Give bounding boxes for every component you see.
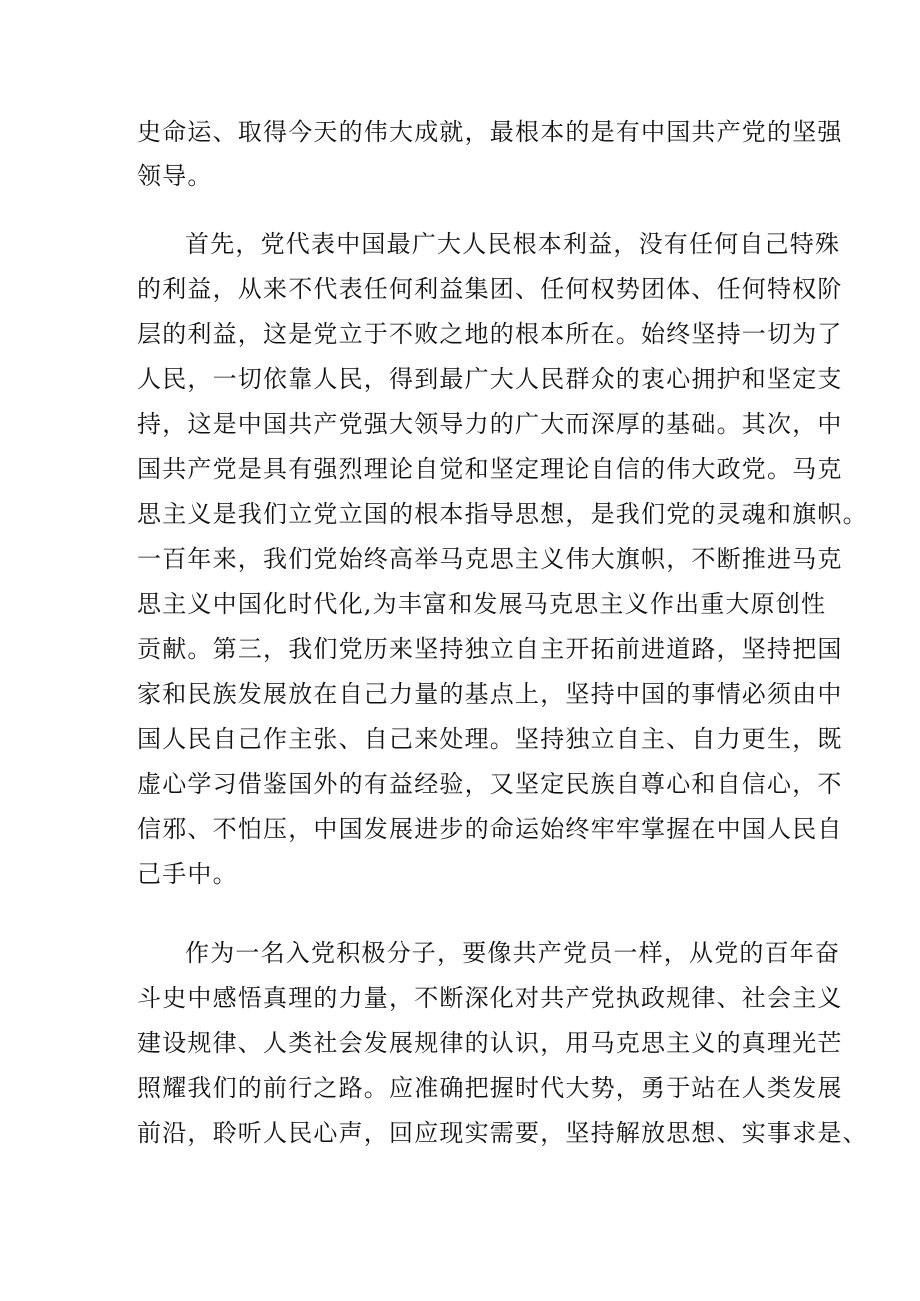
paragraph-2-line-14: 信邪、不怕压，中国发展进步的命运始终牢牢掌握在中国人民自 (137, 815, 843, 843)
paragraph-3-line-2: 斗史中感悟真理的力量，不断深化对共产党执政规律、社会主义 (137, 984, 843, 1012)
paragraph-3-line-3: 建设规律、人类社会发展规律的认识，用马克思主义的真理光芒 (137, 1029, 843, 1057)
paragraph-2-line-12: 国人民自己作主张、自己来处理。坚持独立自主、自力更生，既 (137, 725, 843, 753)
paragraph-2-line-6: 国共产党是具有强烈理论自觉和坚定理论自信的伟大政党。马克 (137, 455, 843, 483)
paragraph-2-line-1: 首先，党代表中国最广大人民根本利益，没有任何自己特殊 (185, 230, 841, 258)
paragraph-2-line-8: 一百年来，我们党始终高举马克思主义伟大旗帜，不断推进马克 (137, 545, 843, 573)
paragraph-1-line-2: 领导。 (137, 162, 213, 190)
paragraph-2-line-2: 的利益，从来不代表任何利益集团、任何权势团体、任何特权阶 (137, 275, 843, 303)
paragraph-1-line-1: 史命运、取得今天的伟大成就，最根本的是有中国共产党的坚强 (137, 118, 843, 146)
paragraph-2-line-5: 持，这是中国共产党强大领导力的广大而深厚的基础。其次，中 (137, 410, 843, 438)
paragraph-2-line-10: 贡献。第三，我们党历来坚持独立自主开拓前进道路，坚持把国 (137, 635, 843, 663)
paragraph-2-line-9: 思主义中国化时代化,为丰富和发展马克思主义作出重大原创性 (137, 590, 827, 618)
paragraph-2-line-11: 家和民族发展放在自己力量的基点上，坚持中国的事情必须由中 (137, 680, 843, 708)
paragraph-3-line-5: 前沿，聆听人民心声，回应现实需要，坚持解放思想、实事求是、 (137, 1119, 868, 1147)
paragraph-3-line-4: 照耀我们的前行之路。应准确把握时代大势，勇于站在人类发展 (137, 1074, 843, 1102)
paragraph-3-line-1: 作为一名入党积极分子，要像共产党员一样，从党的百年奋 (185, 939, 841, 967)
paragraph-2-line-7: 思主义是我们立党立国的根本指导思想，是我们党的灵魂和旗帜。 (137, 500, 868, 528)
paragraph-2-line-15: 己手中。 (137, 860, 238, 888)
paragraph-2-line-3: 层的利益，这是党立于不败之地的根本所在。始终坚持一切为了 (137, 320, 843, 348)
paragraph-2-line-13: 虚心学习借鉴国外的有益经验，又坚定民族自尊心和自信心，不 (137, 770, 843, 798)
paragraph-2-line-4: 人民，一切依靠人民，得到最广大人民群众的衷心拥护和坚定支 (137, 365, 843, 393)
